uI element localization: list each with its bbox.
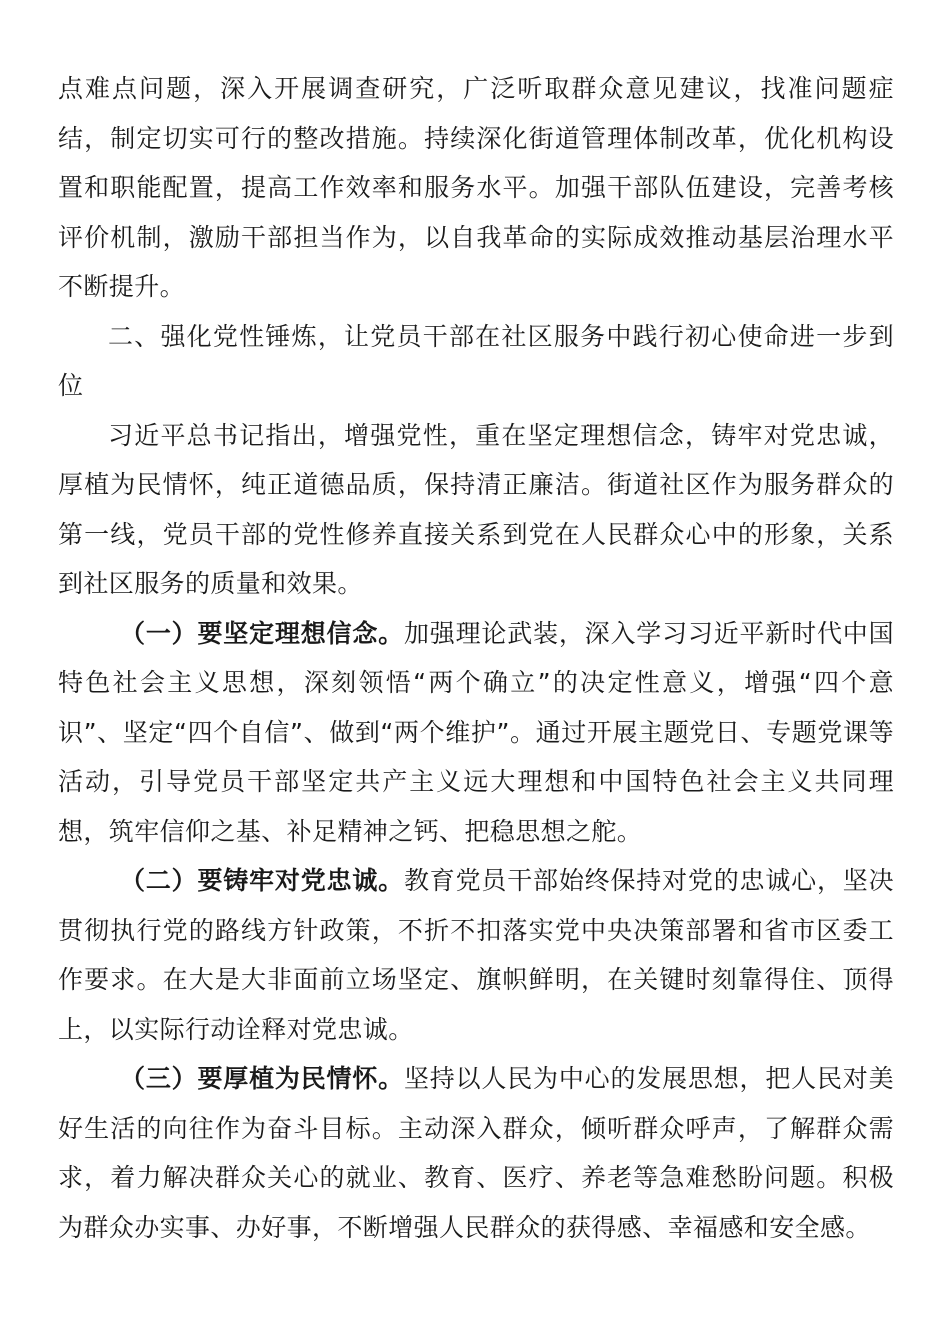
subsection-title: （二）要铸牢对党忠诚。 [120,866,404,895]
section-heading [58,312,894,411]
paragraph-text: 加强理论武装，深入学习习近平新时代中国特色社会主义思想，深刻领悟“两个确立”的决定性意义，增强“四个意识”、坚定“四个自信”、做到“两个维护”。通过开展主题党日、专题党课等活动，引导党员干部坚定共产主义远大理想和中国特色社会主义共同理想，筑牢信仰之基、补足精神之钙、把稳思想之舵。 [58,618,894,846]
paragraph-continuation [58,64,894,312]
subsection-title: （三）要厚植为民情怀。 [120,1064,404,1093]
subsection-title: （一）要坚定理想信念。 [120,618,404,648]
paragraph-text: 习近平总书记指出，增强党性，重在坚定理想信念，铸牢对党忠诚，厚植为民情怀，纯正道德品质，保持清正廉洁。街道社区作为服务群众的第一线，党员干部的党性修养直接关系到党在人民群众心中的形象，关系到社区服务的质量和效果。 [58,420,894,598]
subsection-3 [58,1054,894,1252]
paragraph-text: 点难点问题，深入开展调查研究，广泛听取群众意见建议，找准问题症结，制定切实可行的整改措施。持续深化街道管理体制改革，优化机构设置和职能配置，提高工作效率和服务水平。加强干部队伍建设，完善考核评价机制，激励干部担当作为，以自我革命的实际成效推动基层治理水平不断提升。 [58,74,894,301]
document-page [58,64,894,1252]
subsection-1 [58,609,894,857]
paragraph-intro [58,411,894,609]
subsection-2 [58,856,894,1054]
paragraph-text: 坚持以人民为中心的发展思想，把人民对美好生活的向往作为奋斗目标。主动深入群众，倾听群众呼声，了解群众需求，着力解决群众关心的就业、教育、医疗、养老等急难愁盼问题。积极为群众办实事、办好事，不断增强人民群众的获得感、幸福感和安全感。 [58,1064,894,1242]
section-heading-text: 二、强化党性锤炼，让党员干部在社区服务中践行初心使命进一步到位 [58,321,894,400]
paragraph-text: 教育党员干部始终保持对党的忠诚心，坚决贯彻执行党的路线方针政策，不折不扣落实党中央决策部署和省市区委工作要求。在大是大非面前立场坚定、旗帜鲜明，在关键时刻靠得住、顶得上，以实际行动诠释对党忠诚。 [58,866,894,1044]
